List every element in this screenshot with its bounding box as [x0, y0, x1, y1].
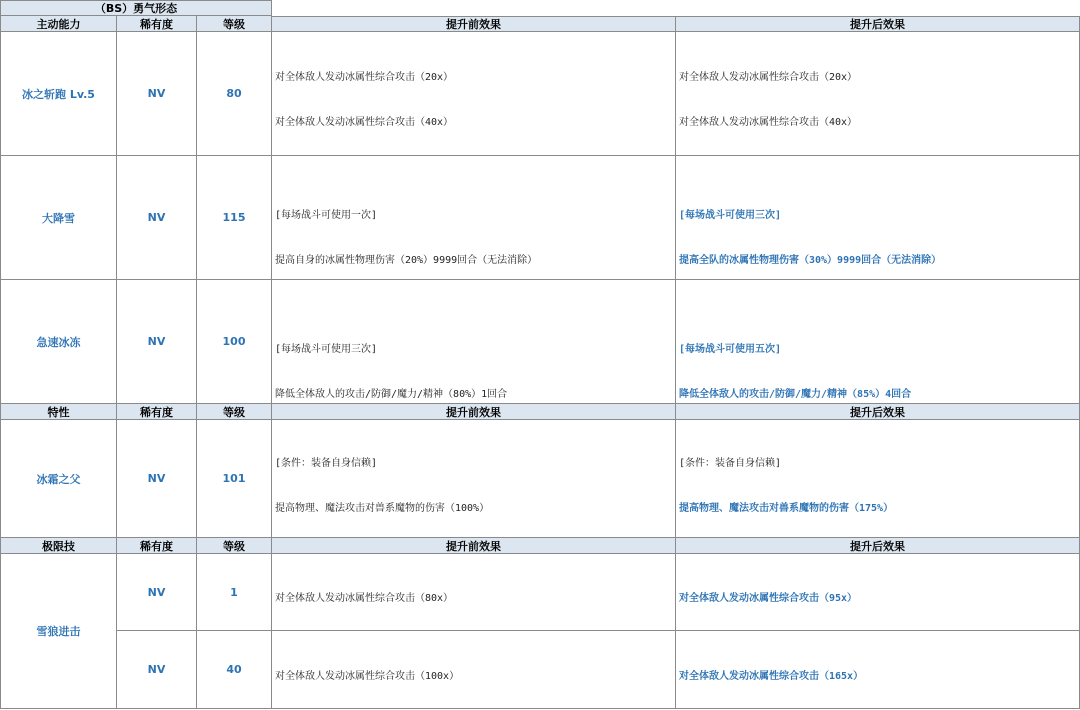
effect-line: 对全体敌人发动冰属性综合攻击（100x）	[275, 671, 460, 682]
effect-line-improved: 降低全体敌人的攻击/防御/魔力/精神（85%）4回合	[679, 389, 912, 400]
trait-rarity: NV	[117, 420, 197, 538]
trait-name: 冰霜之父	[0, 420, 117, 538]
header-rarity: 稀有度	[117, 538, 197, 554]
effect-line: [每场战斗可使用一次]	[275, 210, 378, 221]
effect-after	[676, 280, 1080, 404]
trait-level: 101	[197, 420, 272, 538]
header-trait: 特性	[0, 404, 117, 420]
effect-line-improved: 提高物理、魔法攻击对兽系魔物的伤害（175%）	[679, 503, 894, 514]
effect-line-improved: 对全体敌人发动冰属性综合攻击（95x）	[679, 593, 858, 604]
limit-level: 1	[197, 554, 272, 631]
effect-line: [每场战斗可使用三次]	[275, 344, 378, 355]
effect-line-improved: [每场战斗可使用五次]	[679, 344, 782, 355]
effect-line-improved: 对全体敌人发动冰属性综合攻击（165x）	[679, 671, 864, 682]
header-after: 提升后效果	[676, 16, 1080, 32]
limit-rarity: NV	[117, 631, 197, 709]
effect-before	[272, 156, 676, 280]
effect-line: 对全体敌人发动冰属性综合攻击（80x）	[275, 593, 454, 604]
effect-line: 提高物理、魔法攻击对兽系魔物的伤害（100%）	[275, 503, 490, 514]
effect-line: 对全体敌人发动冰属性综合攻击（20x）	[679, 72, 858, 83]
header-limit: 极限技	[0, 538, 117, 554]
effect-line: [条件：装备自身信赖]	[275, 458, 378, 469]
limit-rarity: NV	[117, 554, 197, 631]
header-before: 提升前效果	[272, 404, 676, 420]
effect-before	[272, 631, 676, 709]
effect-after	[676, 32, 1080, 156]
effect-before	[272, 280, 676, 404]
header-level: 等级	[197, 16, 272, 32]
header-active: 主动能力	[0, 16, 117, 32]
effect-line: 对全体敌人发动冰属性综合攻击（40x）	[275, 117, 454, 128]
skill-level: 115	[197, 156, 272, 280]
effect-after	[676, 554, 1080, 631]
form-title: （BS）勇气形态	[0, 0, 272, 16]
effect-line: 对全体敌人发动冰属性综合攻击（20x）	[275, 72, 454, 83]
effect-before	[272, 32, 676, 156]
skill-name: 急速冰冻	[0, 280, 117, 404]
limit-name: 雪狼进击	[0, 554, 117, 709]
skill-name: 大降雪	[0, 156, 117, 280]
header-level: 等级	[197, 538, 272, 554]
effect-line: 对全体敌人发动冰属性综合攻击（40x）	[679, 117, 858, 128]
skill-rarity: NV	[117, 280, 197, 404]
effect-line-improved: 提高全队的冰属性物理伤害（30%）9999回合（无法消除）	[679, 255, 942, 266]
header-rarity: 稀有度	[117, 404, 197, 420]
header-level: 等级	[197, 404, 272, 420]
skill-level: 100	[197, 280, 272, 404]
effect-after	[676, 420, 1080, 538]
effect-line: [条件：装备自身信赖]	[679, 458, 782, 469]
effect-after	[676, 156, 1080, 280]
header-rarity: 稀有度	[117, 16, 197, 32]
header-after: 提升后效果	[676, 404, 1080, 420]
effect-before	[272, 554, 676, 631]
effect-before	[272, 420, 676, 538]
skill-rarity: NV	[117, 156, 197, 280]
effect-line: 降低全体敌人的攻击/防御/魔力/精神（80%）1回合	[275, 389, 508, 400]
limit-level: 40	[197, 631, 272, 709]
skill-level: 80	[197, 32, 272, 156]
skill-name: 冰之斩跑 Lv.5	[0, 32, 117, 156]
effect-after	[676, 631, 1080, 709]
effect-line-improved: [每场战斗可使用三次]	[679, 210, 782, 221]
skill-rarity: NV	[117, 32, 197, 156]
header-before: 提升前效果	[272, 16, 676, 32]
header-after: 提升后效果	[676, 538, 1080, 554]
effect-line: 提高自身的冰属性物理伤害（20%）9999回合（无法消除）	[275, 255, 538, 266]
header-before: 提升前效果	[272, 538, 676, 554]
